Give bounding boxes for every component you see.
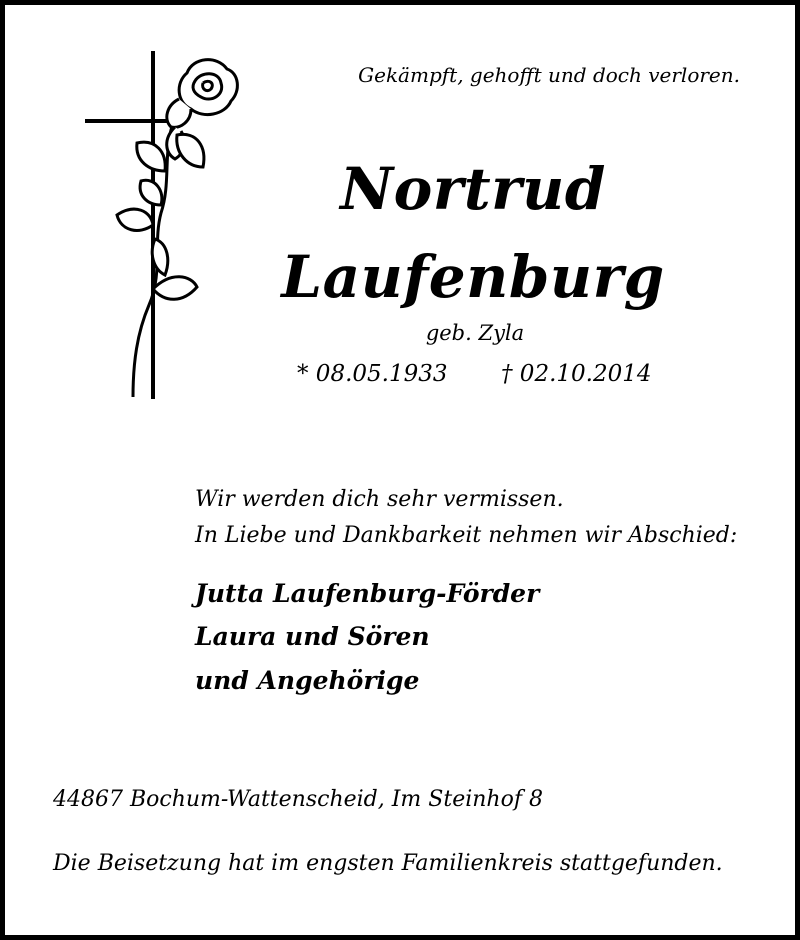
intro-line-2: In Liebe und Dankbarkeit nehmen wir Abschied: [195, 523, 738, 548]
deceased-first-name: Nortrud [340, 155, 606, 223]
death-date: † 02.10.2014 [501, 361, 652, 387]
burial-note: Die Beisetzung hat im engsten Familienkreis stattgefunden. [53, 851, 723, 876]
intro-line-1: Wir werden dich sehr vermissen. [195, 487, 564, 512]
motto-text: Gekämpft, gehofft und doch verloren. [358, 63, 740, 87]
deceased-last-name: Laufenburg [281, 243, 665, 311]
cross-with-rose-icon [75, 43, 255, 403]
mourner-name: und Angehörige [195, 666, 420, 695]
mourner-name: Laura und Sören [195, 622, 430, 651]
family-address: 44867 Bochum-Wattenscheid, Im Steinhof 8 [53, 787, 543, 812]
maiden-name: geb. Zyla [425, 321, 525, 345]
mourner-name: Jutta Laufenburg-Förder [195, 579, 540, 608]
birth-date: * 08.05.1933 [297, 361, 448, 387]
